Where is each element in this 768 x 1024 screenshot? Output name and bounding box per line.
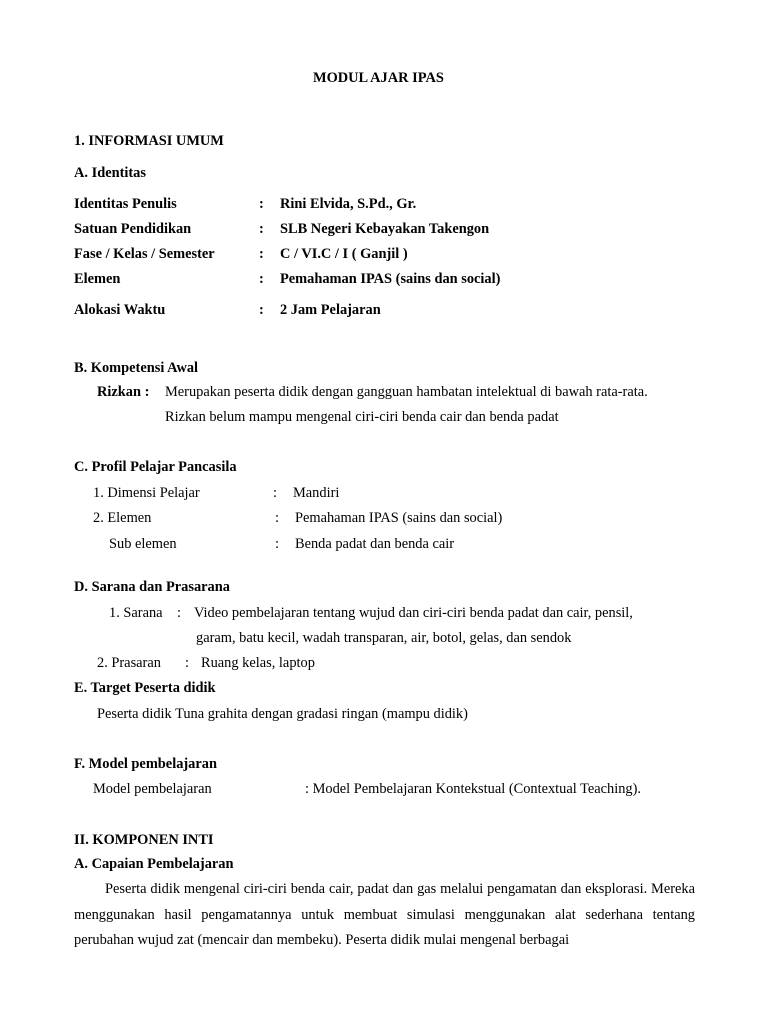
identitas-sep: : xyxy=(259,221,264,237)
profil-value: Pemahaman IPAS (sains dan social) xyxy=(295,510,503,526)
identitas-label: Alokasi Waktu xyxy=(74,302,166,318)
identitas-value: Pemahaman IPAS (sains dan social) xyxy=(280,271,501,287)
prasarana-sep: : xyxy=(185,655,189,671)
identitas-value: 2 Jam Pelajaran xyxy=(280,302,381,318)
model-label: Model pembelajaran xyxy=(93,781,212,797)
target-text: Peserta didik Tuna grahita dengan gradasi ringan (mampu didik) xyxy=(97,706,468,722)
profil-label: 1. Dimensi Pelajar xyxy=(93,485,200,501)
sarana-label: 1. Sarana xyxy=(109,605,163,621)
profil-value: Mandiri xyxy=(293,485,340,501)
section-heading-informasi-umum: 1. INFORMASI UMUM xyxy=(74,133,224,149)
document-title: MODUL AJAR IPAS xyxy=(313,70,444,86)
sarana-value: garam, batu kecil, wadah transparan, air, botol, gelas, dan sendok xyxy=(196,630,572,646)
subheading-sarana-prasarana: D. Sarana dan Prasarana xyxy=(74,579,230,595)
profil-label: Sub elemen xyxy=(109,536,177,552)
identitas-sep: : xyxy=(259,196,264,212)
identitas-label: Elemen xyxy=(74,271,121,287)
identitas-value: C / VI.C / I ( Ganjil ) xyxy=(280,246,408,262)
subheading-profil-pelajar: C. Profil Pelajar Pancasila xyxy=(74,459,237,475)
prasarana-label: 2. Prasaran xyxy=(97,655,161,671)
identitas-label: Identitas Penulis xyxy=(74,196,177,212)
identitas-sep: : xyxy=(259,302,264,318)
identitas-value: Rini Elvida, S.Pd., Gr. xyxy=(280,196,417,212)
profil-value: Benda padat dan benda cair xyxy=(295,536,455,552)
subheading-identitas: A. Identitas xyxy=(74,165,146,181)
kompetensi-line: Rizkan belum mampu mengenal ciri-ciri benda cair dan benda padat xyxy=(165,409,559,425)
identitas-value: SLB Negeri Kebayakan Takengon xyxy=(280,221,490,237)
identitas-sep: : xyxy=(259,271,264,287)
section-heading-komponen-inti: II. KOMPONEN INTI xyxy=(74,832,214,848)
student-name: Rizkan : xyxy=(97,384,150,400)
profil-sep: : xyxy=(275,510,279,526)
subheading-kompetensi-awal: B. Kompetensi Awal xyxy=(74,360,199,376)
subheading-target-peserta: E. Target Peserta didik xyxy=(74,680,216,696)
sarana-value: Video pembelajaran tentang wujud dan ciri-ciri benda padat dan cair, pensil, xyxy=(194,605,633,621)
profil-label: 2. Elemen xyxy=(93,510,152,526)
identitas-label: Fase / Kelas / Semester xyxy=(74,246,215,262)
profil-sep: : xyxy=(273,485,277,501)
subheading-capaian-pembelajaran: A. Capaian Pembelajaran xyxy=(74,856,234,872)
capaian-paragraph xyxy=(74,877,695,954)
model-value: : Model Pembelajaran Kontekstual (Contextual Teaching). xyxy=(305,781,642,797)
prasarana-value: Ruang kelas, laptop xyxy=(201,655,315,671)
profil-sep: : xyxy=(275,536,279,552)
identitas-sep: : xyxy=(259,246,264,262)
subheading-model-pembelajaran: F. Model pembelajaran xyxy=(74,756,217,772)
sarana-sep: : xyxy=(177,605,181,621)
kompetensi-line: Merupakan peserta didik dengan gangguan hambatan intelektual di bawah rata-rata. xyxy=(165,384,648,400)
capaian-text: Peserta didik mengenal ciri-ciri benda cair, padat dan gas melalui pengamatan dan eksplorasi. Mereka menggunakan hasil pengamatannya untuk membuat simulasi menggunakan alat sederhana tentang perubahan wujud zat (mencair dan membeku). Peserta didik mulai mengenal berbagai xyxy=(74,881,695,948)
identitas-label: Satuan Pendidikan xyxy=(74,221,192,237)
